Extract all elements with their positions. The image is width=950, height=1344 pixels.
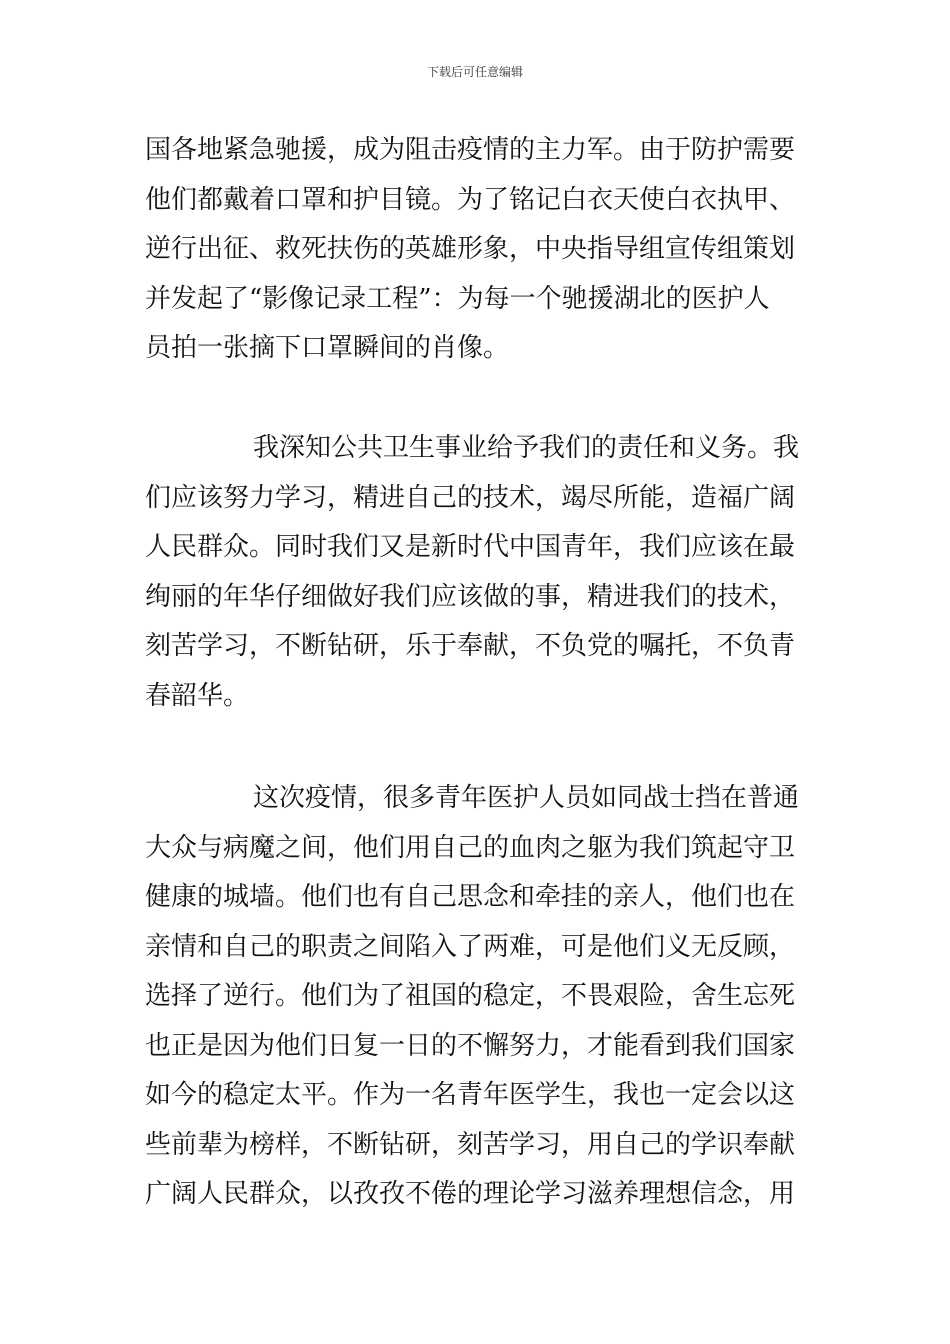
paragraph-line: 员拍一张摘下口罩瞬间的肖像。 [145, 333, 510, 363]
paragraph-1 [145, 126, 810, 374]
paragraph-2 [145, 424, 810, 721]
paragraph-line: 广阔人民群众，以孜孜不倦的理论学习滋养理想信念，用 [145, 1179, 796, 1209]
paragraph-line: 健康的城墙。他们也有自己思念和牵挂的亲人，他们也在 [145, 882, 796, 912]
paragraph-line: 选择了逆行。他们为了祖国的稳定，不畏艰险，舍生忘死 [145, 981, 796, 1011]
paragraph-line: 大众与病魔之间，他们用自己的血肉之躯为我们筑起守卫 [145, 832, 796, 863]
paragraph-line: 春韶华。 [145, 680, 250, 711]
paragraph-line: 亲情和自己的职责之间陷入了两难，可是他们义无反顾， [145, 931, 796, 962]
paragraph-line: 并发起了“影像记录工程”：为每一个驰援湖北的医护人 [145, 283, 770, 314]
paragraph-line: 们应该努力学习，精进自己的技术，竭尽所能，造福广阔 [145, 482, 796, 513]
paragraph-line: 也正是因为他们日复一日的不懈努力，才能看到我们国家 [145, 1030, 796, 1061]
paragraph-line: 人民群众。同时我们又是新时代中国青年，我们应该在最 [145, 532, 796, 562]
paragraph-line: 我深知公共卫生事业给予我们的责任和义务。我 [253, 433, 800, 463]
paragraph-line: 逆行出征、救死扶伤的英雄形象，中央指导组宣传组策划 [145, 234, 796, 264]
page-header: 下载后可任意编辑 [426, 65, 523, 79]
paragraph-line: 绚丽的年华仔细做好我们应该做的事，精进我们的技术， [145, 581, 796, 612]
paragraph-line: 如今的稳定太平。作为一名青年医学生，我也一定会以这 [145, 1080, 796, 1110]
paragraph-line: 刻苦学习，不断钻研，乐于奉献，不负党的嘱托，不负青 [145, 631, 796, 661]
paragraph-line: 国各地紧急驰援，成为阻击疫情的主力军。由于防护需要 [145, 135, 796, 165]
paragraph-line: 些前辈为榜样，不断钻研，刻苦学习，用自己的学识奉献 [145, 1129, 796, 1160]
paragraph-line: 这次疫情，很多青年医护人员如同战士挡在普通 [253, 783, 800, 813]
paragraph-3 [145, 774, 810, 1220]
paragraph-line: 他们都戴着口罩和护目镜。为了铭记白衣天使白衣执甲、 [145, 184, 796, 215]
